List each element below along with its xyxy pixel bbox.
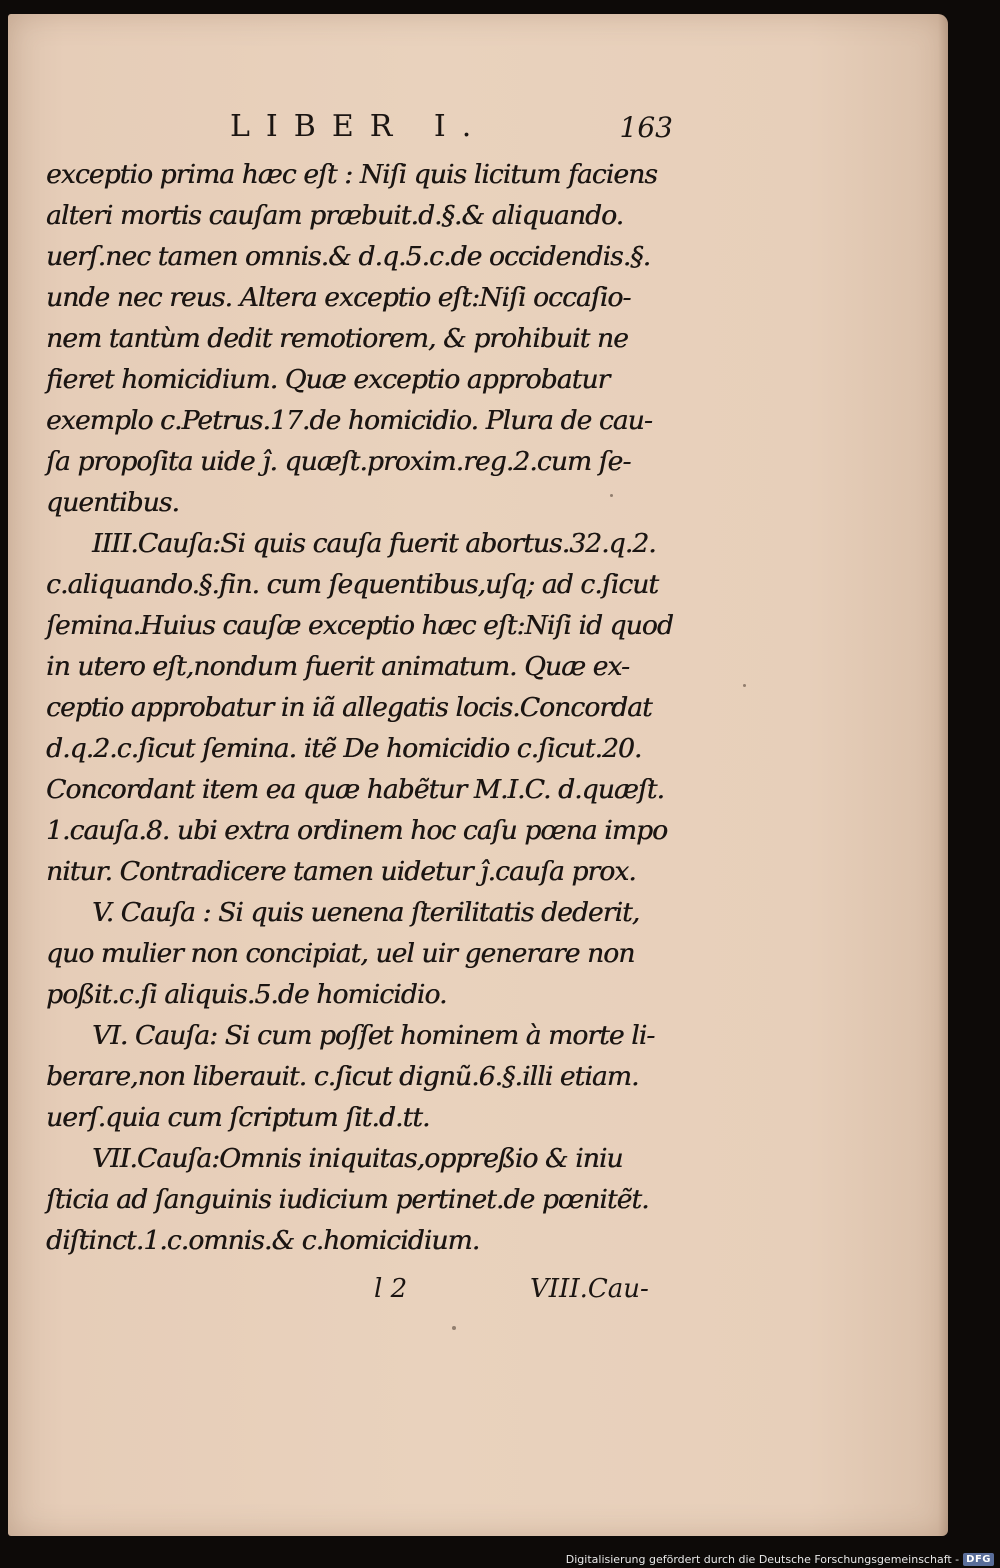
text-line: exceptio prima hæc eſt : Niſi quis licitum faciens <box>46 159 657 190</box>
text-line: uerſ.nec tamen omnis.& d.q.5.c.de occidendis.§. <box>46 241 651 272</box>
text-line: ſa propoſita uide ĵ. quæſt.proxim.reg.2.cum ſe- <box>46 446 631 477</box>
dfg-logo: DFG <box>963 1553 994 1566</box>
page-number: 163 <box>619 111 673 144</box>
text-line: quo mulier non concipiat, uel uir generare non <box>46 938 635 969</box>
paper-speck <box>743 684 746 687</box>
text-line: V. Cauſa : Si quis uenena ſterilitatis dederit, <box>92 897 640 928</box>
text-line: berare,non liberauit. c.ſicut dignũ.6.§.illi etiam. <box>46 1061 639 1092</box>
text-line: quentibus. <box>46 487 179 518</box>
page-footer <box>348 1274 678 1314</box>
digitization-credit <box>566 1553 994 1566</box>
running-title: LIBER I. <box>230 109 488 144</box>
text-line: diſtinct.1.c.omnis.& c.homicidium. <box>46 1225 480 1256</box>
text-line: fieret homicidium. Quæ exceptio approbatur <box>46 364 610 395</box>
text-line: ceptio approbatur in iã allegatis locis.Concordat <box>46 692 652 723</box>
text-line: alteri mortis cauſam præbuit.d.§.& aliquando. <box>46 200 624 231</box>
text-line: exemplo c.Petrus.17.de homicidio. Plura de cau- <box>46 405 652 436</box>
text-line: 1.cauſa.8. ubi extra ordinem hoc caſu pœna impo <box>46 815 668 846</box>
text-line: nitur. Contradicere tamen uidetur ĵ.cauſa prox. <box>46 856 636 887</box>
page-header <box>48 109 673 149</box>
text-line: poßit.c.ſi aliquis.5.de homicidio. <box>46 979 447 1010</box>
text-line: d.q.2.c.ſicut ſemina. itẽ De homicidio c.ſicut.20. <box>46 733 642 764</box>
text-line: c.aliquando.§.fin. cum ſequentibus,uſq; ad c.ſicut <box>46 569 659 600</box>
text-line: ſemina.Huius cauſæ exceptio hæc eſt:Niſi id quod <box>46 610 673 641</box>
text-line: VI. Cauſa: Si cum poſſet hominem à morte li- <box>92 1020 655 1051</box>
text-line: nem tantùm dedit remotiorem, & prohibuit ne <box>46 323 628 354</box>
text-line: unde nec reus. Altera exceptio eſt:Niſi occaſio- <box>46 282 631 313</box>
text-line: VII.Cauſa:Omnis iniquitas,oppreßio & iniu <box>92 1143 623 1174</box>
catchword: VIII.Cau- <box>530 1274 649 1304</box>
credit-text: Digitalisierung gefördert durch die Deutsche Forschungsgemeinschaft - <box>565 1553 960 1566</box>
text-line: IIII.Cauſa:Si quis cauſa fuerit abortus.32.q.2. <box>92 528 656 559</box>
text-line: ſticia ad ſanguinis iudicium pertinet.de pœnitẽt. <box>46 1184 649 1215</box>
paper-speck <box>452 1326 456 1330</box>
body-text <box>46 154 681 1261</box>
book-page <box>8 14 948 1536</box>
text-line: Concordant item ea quæ habẽtur M.I.C. d.quæſt. <box>46 774 665 805</box>
signature-mark: l 2 <box>374 1274 408 1304</box>
text-line: uerſ.quia cum ſcriptum ſit.d.tt. <box>46 1102 430 1133</box>
text-line: in utero eſt,nondum fuerit animatum. Quæ ex- <box>46 651 630 682</box>
page-edge-shadow <box>938 14 948 1536</box>
paper-speck <box>610 494 613 497</box>
